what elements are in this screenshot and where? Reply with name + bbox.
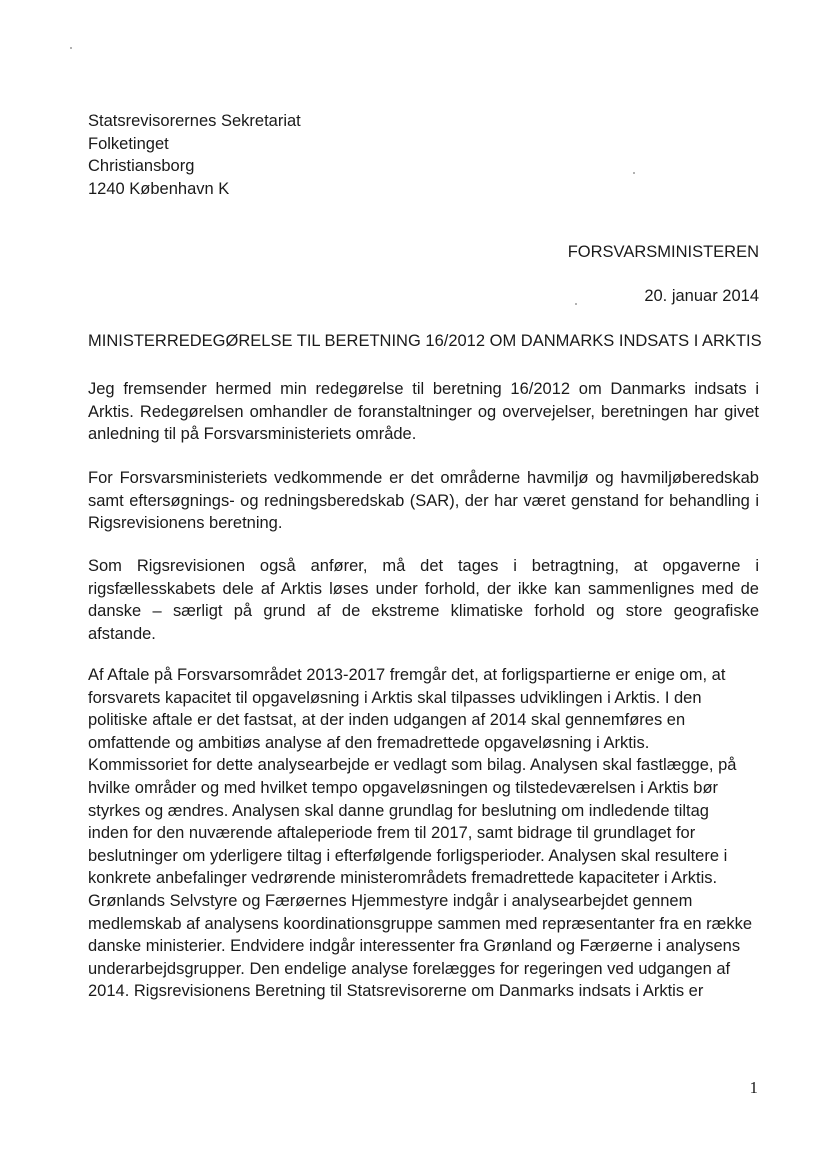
recipient-address — [88, 110, 301, 200]
paragraph-line: 2014. Rigsrevisionens Beretning til Statsrevisorerne om Danmarks indsats i Arktis er — [88, 982, 704, 1001]
recipient-line: Folketinget — [88, 134, 169, 153]
paragraph-line: inden for den nuværende aftaleperiode frem til 2017, samt bidrage til grundlaget for — [88, 824, 696, 843]
paragraph-line: Kommissoriet for dette analysearbejde er vedlagt som bilag. Analysen skal fastlægge, på — [88, 756, 737, 775]
body-paragraph-3 — [88, 555, 759, 645]
recipient-line: 1240 København K — [88, 179, 230, 198]
page-number: 1 — [749, 1078, 758, 1097]
paragraph-line: Jeg fremsender hermed min redegørelse til beretning 16/2012 om Danmarks indsats i — [88, 380, 759, 398]
paragraph-line: styrkes og ændres. Analysen skal danne grundlag for beslutning om indledende tiltag — [88, 801, 709, 820]
paragraph-line: Grønlands Selvstyre og Færøernes Hjemmestyre indgår i analysearbejdet gennem — [88, 891, 693, 910]
letter-date: 20. januar 2014 — [644, 287, 759, 305]
scan-speck — [633, 172, 635, 174]
body-paragraph-2 — [88, 467, 759, 535]
paragraph-line: underarbejdsgrupper. Den endelige analyse forelægges for regeringen ved udgangen af — [88, 959, 731, 978]
paragraph-line: anledning til på Forsvarsministeriets område. — [88, 425, 417, 444]
paragraph-line: konkrete anbefalinger vedrørende ministerområdets fremadrettede kapaciteter i Arktis. — [88, 869, 718, 888]
paragraph-line: forsvarets kapacitet til opgaveløsning i Arktis skal tilpasses udviklingen i Arktis. I den — [88, 688, 702, 707]
paragraph-line: danske ministerier. Endvidere indgår interessenter fra Grønland og Færøerne i analysens — [88, 937, 741, 956]
paragraph-line: rigsfællesskabets dele af Arktis løses under forhold, der ikke kan sammenlignes med de — [88, 579, 759, 598]
paragraph-line: Som Rigsrevisionen også anfører, må det tages i betragtning, at opgaverne i — [88, 557, 759, 575]
body-paragraph-1 — [88, 378, 759, 446]
paragraph-line: medlemskab af analysens koordinationsgruppe sammen med repræsentanter fra en række — [88, 914, 753, 933]
scan-speck — [70, 47, 72, 49]
paragraph-line: Rigsrevisionens beretning. — [88, 514, 283, 533]
paragraph-line: samt eftersøgnings- og redningsberedskab (SAR), der har været genstand for behandling i — [88, 491, 759, 510]
recipient-line: Statsrevisorernes Sekretariat — [88, 112, 301, 130]
paragraph-line: afstande. — [88, 624, 156, 643]
paragraph-line: politiske aftale er det fastsat, at der inden udgangen af 2014 skal gennemføres en — [88, 711, 686, 730]
paragraph-line: danske – særligt på grund af de ekstreme klimatiske forhold og store geografiske — [88, 602, 759, 621]
paragraph-line: beslutninger om yderligere tiltag i efterfølgende forligsperioder. Analysen skal resultere i — [88, 846, 728, 865]
scan-speck — [575, 303, 577, 305]
letter-heading: MINISTERREDEGØRELSE TIL BERETNING 16/2012 OM DANMARKS INDSATS I ARKTIS — [88, 332, 762, 350]
paragraph-line: Arktis. Redegørelsen omhandler de foranstaltninger og overvejelser, beretningen har givet — [88, 402, 759, 421]
paragraph-line: hvilke områder og med hvilket tempo opgaveløsningen og tilstedeværelsen i Arktis bør — [88, 778, 719, 797]
paragraph-line: omfattende og ambitiøs analyse af den fremadrettede opgaveløsning i Arktis. — [88, 733, 650, 752]
recipient-line: Christiansborg — [88, 157, 195, 175]
body-paragraph-4 — [88, 664, 759, 1003]
paragraph-line: Af Aftale på Forsvarsområdet 2013-2017 fremgår det, at forligspartierne er enige om, at — [88, 666, 726, 684]
sender-title: FORSVARSMINISTEREN — [567, 243, 759, 261]
paragraph-line: For Forsvarsministeriets vedkommende er det områderne havmiljø og havmiljøberedskab — [88, 469, 759, 487]
